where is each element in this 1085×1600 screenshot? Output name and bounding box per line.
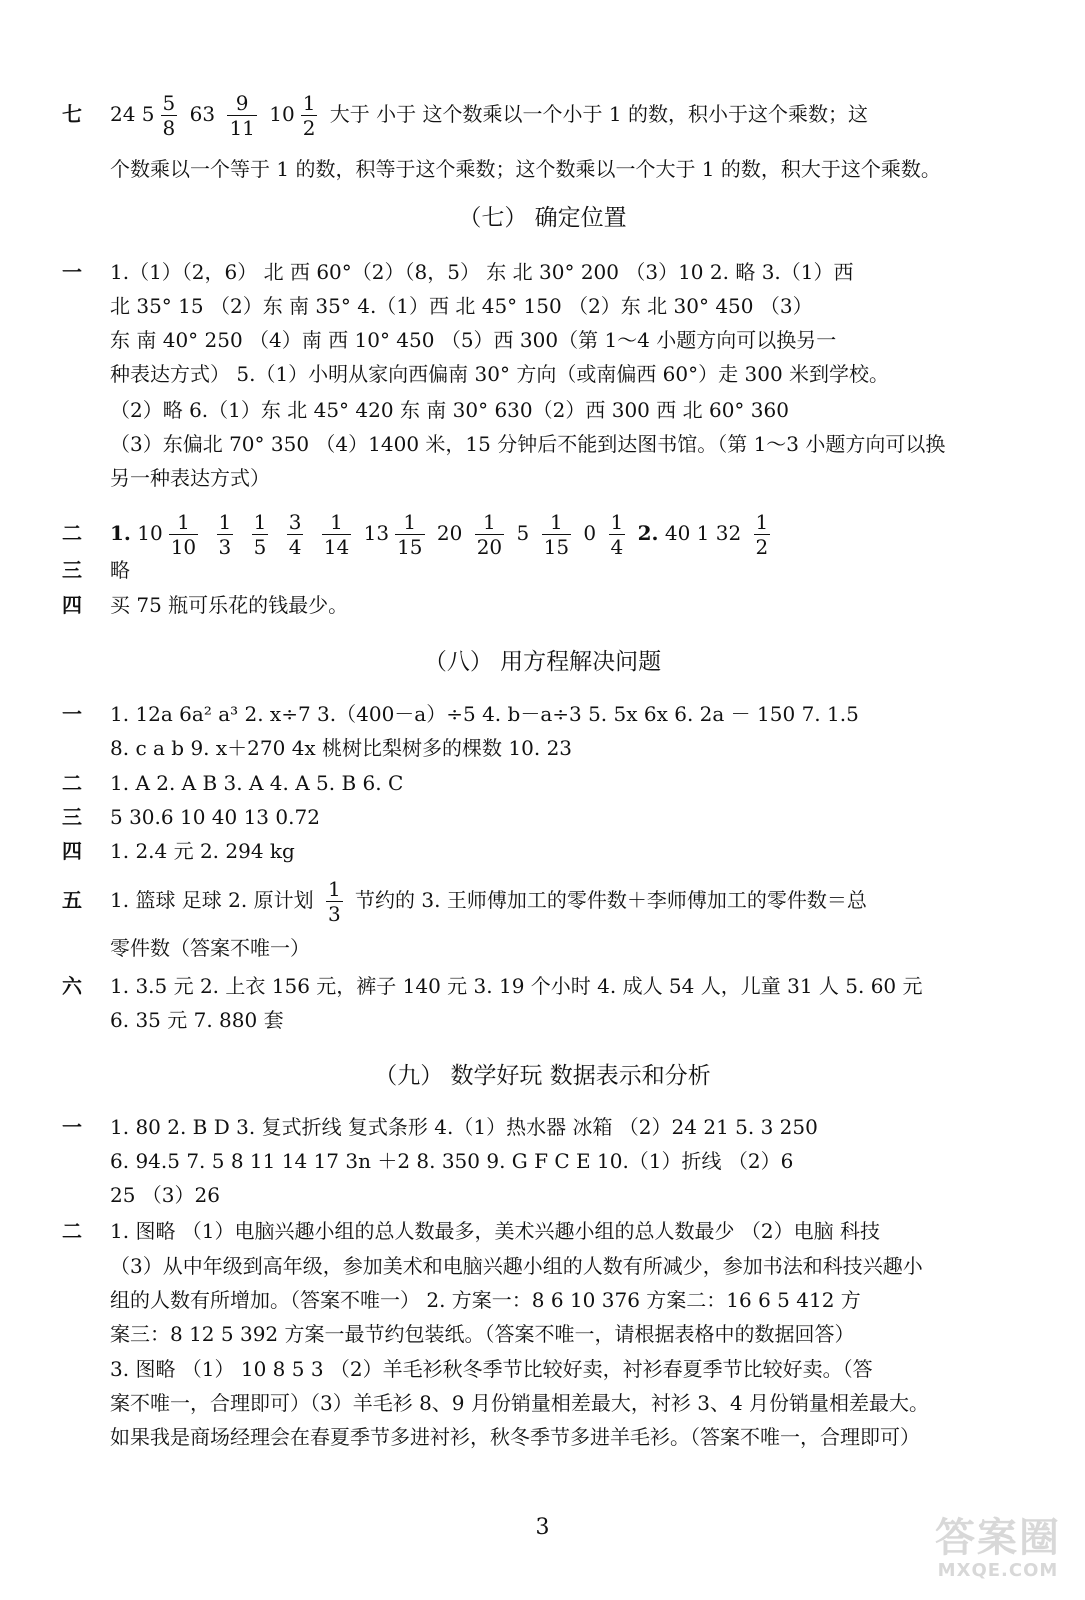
answer-line: 1. A 2. A B 3. A 4. A 5. B 6. C xyxy=(110,771,404,795)
answer-line: 6. 94.5 7. 5 8 11 14 17 3n ＋2 8. 350 9. G F C E 10.（1）折线 （2）6 xyxy=(110,1149,794,1173)
section-label: 一 xyxy=(62,1115,82,1139)
answer-line: 北 35° 15 （2）东 南 35° 4.（1）西 北 45° 150 （2）东 北 30° 450 （3） xyxy=(110,294,813,318)
section-heading: （八） 用方程解决问题 xyxy=(423,649,662,675)
answer-line: 3. 图略 （1） 10 8 5 3 （2）羊毛衫秋冬季节比较好卖，衬衫春夏季节比较好卖。（答 xyxy=(110,1357,873,1381)
answer-line: 1. 篮球 足球 2. 原计划 $\frac{1}{3}$ 节约的 3. 王师傅加工的零件数＋李师傅加工的零件数＝总 xyxy=(110,877,867,926)
section-heading: （九） 数学好玩 数据表示和分析 xyxy=(374,1063,711,1089)
answer-line: 东 南 40° 250 （4）南 西 10° 450 （5）西 300（第 1～4 小题方向可以换另一 xyxy=(110,328,837,352)
answer-line: （3）从中年级到高年级，参加美术和电脑兴趣小组的人数有所减少，参加书法和科技兴趣小 xyxy=(110,1254,923,1278)
answer-line: 5 30.6 10 40 13 0.72 xyxy=(110,805,320,829)
page-number: 3 xyxy=(535,1515,550,1540)
answer-line: 案三：8 12 5 392 方案一最节约包装纸。（答案不唯一，请根据表格中的数据回答） xyxy=(110,1322,855,1346)
section-label: 三 xyxy=(62,558,82,582)
section-label: 一 xyxy=(62,260,82,284)
section-label: 二 xyxy=(62,521,82,545)
answer-line: 1. 图略 （1）电脑兴趣小组的总人数最多，美术兴趣小组的总人数最少 （2）电脑 科技 xyxy=(110,1219,880,1243)
section-label: 二 xyxy=(62,771,82,795)
section-label: 一 xyxy=(62,702,82,726)
watermark-logo: 答案圈 MXQE.COM xyxy=(935,1515,1061,1581)
fraction: $\frac{1}{15}$ xyxy=(397,510,423,559)
fraction: $\frac{3}{4}$ xyxy=(288,510,302,559)
answer-line: 组的人数有所增加。（答案不唯一） 2. 方案一：8 6 10 376 方案二：16 6 5 412 方 xyxy=(110,1288,861,1312)
section-label: 四 xyxy=(62,839,82,863)
section-label: 三 xyxy=(62,805,82,829)
fraction: $\frac{1}{4}$ xyxy=(610,510,624,559)
answer-line: 6. 35 元 7. 880 套 xyxy=(110,1008,284,1032)
fraction: $\frac{1}{2}$ xyxy=(302,91,316,140)
fraction: $\frac{5}{8}$ xyxy=(162,91,176,140)
fraction: $\frac{1}{5}$ xyxy=(253,510,267,559)
section-label: 二 xyxy=(62,1219,82,1243)
answer-line: （3）东偏北 70° 350 （4）1400 米，15 分钟后不能到达图书馆。（第 1～3 小题方向可以换 xyxy=(110,432,946,456)
answer-line: 个数乘以一个等于 1 的数，积等于这个乘数；这个数乘以一个大于 1 的数，积大于这个乘数。 xyxy=(110,157,941,181)
answer-line: 种表达方式） 5.（1）小明从家向西偏南 30° 方向（或南偏西 60°）走 300 米到学校。 xyxy=(110,362,890,386)
section-heading: （七） 确定位置 xyxy=(458,205,627,231)
fraction: $\frac{1}{20}$ xyxy=(476,510,503,559)
section-label: 六 xyxy=(62,974,82,998)
fraction: $\frac{1}{15}$ xyxy=(543,510,570,559)
fraction: $\frac{1}{3}$ xyxy=(327,877,341,926)
answer-line: 如果我是商场经理会在春夏季节多进衬衫，秋冬季节多进羊毛衫。（答案不唯一，合理即可） xyxy=(110,1425,920,1449)
fraction: $\frac{1}{3}$ xyxy=(218,510,232,559)
answer-line: 案不唯一，合理即可）（3）羊毛衫 8、9 月份销量相差最大，衬衫 3、4 月份销量相差最大。 xyxy=(110,1391,930,1415)
answer-line: 零件数（答案不唯一） xyxy=(110,936,310,960)
answer-line: 1. 12a 6a² a³ 2. x÷7 3.（400－a）÷5 4. b－a÷3 5. 5x 6x 6. 2a － 150 7. 1.5 xyxy=(110,702,859,726)
answer-line: （2）略 6.（1）东 北 45° 420 东 南 30° 630（2）西 300 西 北 60° 360 xyxy=(110,398,789,422)
answer-line: 1.（1）（2，6） 北 西 60°（2）（8，5） 东 北 30° 200 （3）10 2. 略 3.（1）西 xyxy=(110,260,854,284)
answer-line: 24 5 $\frac{5}{8}$ 63 $\frac{9}{11}$ 10 $\frac{1}{2}$ 大于 小于 这个数乘以一个小于 1 的数，积小于这个乘数；这 xyxy=(110,91,868,140)
answer-line: 买 75 瓶可乐花的钱最少。 xyxy=(110,593,349,617)
fraction: $\frac{1}{10}$ xyxy=(170,510,197,559)
answer-line: 1. 80 2. B D 3. 复式折线 复式条形 4.（1）热水器 冰箱 （2）24 21 5. 3 250 xyxy=(110,1115,818,1139)
section-label: 四 xyxy=(62,593,82,617)
answer-line: 略 xyxy=(110,558,130,582)
fraction: $\frac{1}{2}$ xyxy=(755,510,769,559)
answer-line: 1. 2.4 元 2. 294 kg xyxy=(110,839,295,863)
fraction-answer-line: 1. 10 $\frac{1}{10}$ $\frac{1}{3}$ $\frac{1}{5}$ $\frac{3}{4}$ $\frac{1}{14}$ 13 $\frac{1}{15}$ 20 $\frac{1}{20}$ 5 $\frac{1}{15}$ 0 $\frac{1}{4}$ 2. 40 1 32 $\frac{1}{2}$ xyxy=(110,510,769,559)
answer-line: 25 （3）26 xyxy=(110,1183,220,1207)
answer-line: 8. c a b 9. x＋270 4x 桃树比梨树多的棵数 10. 23 xyxy=(110,736,573,760)
answer-line: 另一种表达方式） xyxy=(110,466,270,490)
section-label: 五 xyxy=(62,888,82,912)
fraction: $\frac{1}{14}$ xyxy=(323,510,350,559)
section-label: 七 xyxy=(62,102,82,126)
answer-line: 1. 3.5 元 2. 上衣 156 元，裤子 140 元 3. 19 个小时 4. 成人 54 人，儿童 31 人 5. 60 元 xyxy=(110,974,923,998)
fraction: $\frac{9}{11}$ xyxy=(229,91,255,140)
